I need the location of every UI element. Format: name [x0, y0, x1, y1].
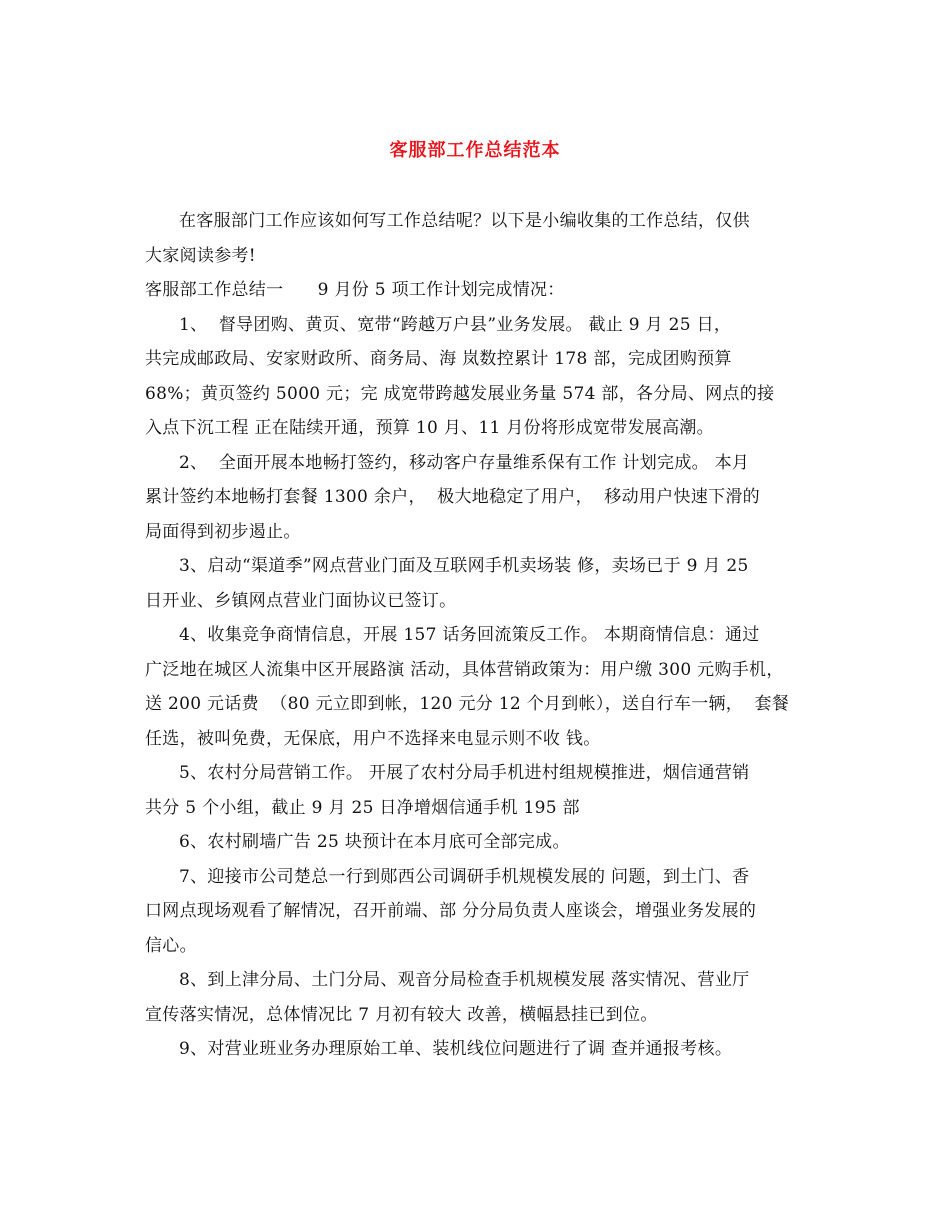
work-item-line: 2、 全面开展本地畅打签约，移动客户存量维系保有工作 计划完成。 本月 — [179, 452, 750, 473]
work-item-4 — [145, 618, 813, 756]
work-item-3 — [145, 549, 813, 618]
work-item-line: 入点下沉工程 正在陆续开通，预算 10 月、11 月份将形成宽带发展高潮。 — [145, 418, 714, 438]
work-item-line: 7、迎接市公司楚总一行到郧西公司调研手机规模发展的 问题，到土门、香 — [179, 866, 750, 887]
work-items-list — [145, 308, 813, 1067]
document-title: 客服部工作总结范本 — [389, 140, 561, 161]
work-item-line: 共完成邮政局、安家财政所、商务局、海 岚数控累计 178 部，完成团购预算 — [145, 349, 732, 369]
intro-line: 在客服部门工作应该如何写工作总结呢？以下是小编收集的工作总结，仅供 — [179, 211, 750, 231]
work-item-line: 送 200 元话费 （80 元立即到帐，120 元分 12 个月到帐），送自行车一辆， 套餐 — [145, 694, 790, 714]
work-item-8 — [145, 963, 813, 1032]
work-item-line: 6、农村刷墙广告 25 块预计在本月底可全部完成。 — [179, 832, 570, 852]
work-item-line: 日开业、乡镇网点营业门面协议已签订。 — [145, 590, 457, 611]
work-item-line: 信心。 — [145, 935, 197, 956]
work-item-line: 5、农村分局营销工作。 开展了农村分局手机进村组规模推进，烟信通营销 — [179, 763, 750, 783]
work-item-line: 累计签约本地畅打套餐 1300 余户， 极大地稳定了用户， 移动用户快速下滑的 — [145, 487, 760, 507]
work-item-2 — [145, 446, 813, 550]
summary-heading — [145, 273, 813, 308]
work-item-line: 共分 5 个小组，截止 9 月 25 日净增烟信通手机 195 部 — [145, 797, 580, 818]
work-item-line: 局面得到初步遏止。 — [145, 521, 301, 542]
work-item-line: 宣传落实情况，总体情况比 7 月初有较大 改善，横幅悬挂已到位。 — [145, 1004, 658, 1025]
work-item-6 — [145, 825, 813, 860]
summary-heading-text: 客服部工作总结一 9 月份 5 项工作计划完成情况： — [145, 280, 565, 300]
document-body — [145, 204, 813, 1067]
work-item-1 — [145, 308, 813, 446]
work-item-line: 任选，被叫免费，无保底，用户不选择来电显示则不收 钱。 — [145, 728, 601, 749]
work-item-line: 口网点现场观看了解情况，召开前端、部 分分局负责人座谈会，增强业务发展的 — [145, 901, 757, 921]
work-item-5 — [145, 756, 813, 825]
work-item-line: 3、启动“渠道季”网点营业门面及互联网手机卖场装 修，卖场已于 9 月 25 — [179, 556, 749, 576]
intro-line: 大家阅读参考! — [145, 245, 256, 266]
work-item-line: 1、 督导团购、黄页、宽带“跨越万户县”业务发展。 截止 9 月 25 日， — [179, 314, 732, 335]
work-item-line: 广泛地在城区人流集中区开展路演 活动，具体营销政策为：用户缴 300 元购手机， — [145, 659, 784, 680]
intro-paragraph — [145, 204, 813, 273]
work-item-7 — [145, 860, 813, 964]
work-item-9 — [145, 1032, 813, 1067]
work-item-line: 4、收集竞争商情信息，开展 157 话务回流策反工作。 本期商情信息：通过 — [179, 625, 760, 645]
work-item-line: 68%；黄页签约 5000 元；完 成宽带跨越发展业务量 574 部，各分局、网点的接 — [145, 383, 775, 404]
work-item-line: 9、对营业班业务办理原始工单、装机线位问题进行了调 查并通报考核。 — [179, 1039, 733, 1059]
work-item-line: 8、到上津分局、土门分局、观音分局检查手机规模发展 落实情况、营业厅 — [179, 970, 750, 990]
